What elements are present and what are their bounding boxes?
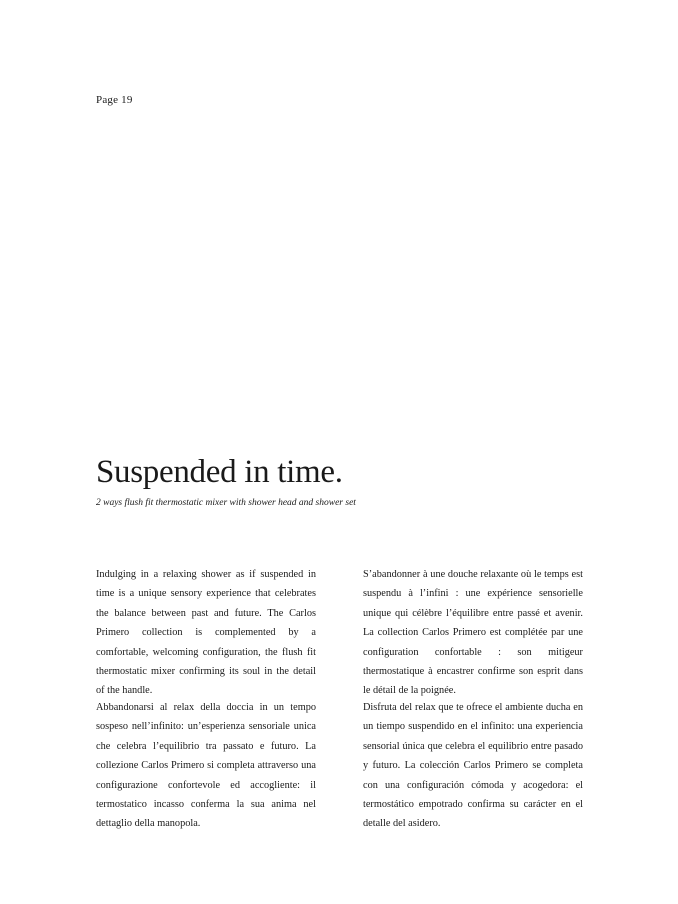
page-number: Page 19 — [96, 94, 133, 106]
page-subtitle: 2 ways flush fit thermostatic mixer with shower head and shower set — [96, 498, 356, 508]
paragraph-english: Indulging in a relaxing shower as if suspended in time is a unique sensory experience that celebrates the balance between past and future. The Carlos Primero collection is complemented by a comfortable, welcoming configuration, the flush fit thermostatic mixer confirming its soul in the detail of the handle. — [96, 569, 316, 697]
paragraph-french: S’abandonner à une douche relaxante où le temps est suspendu à l’infini : une expérience sensorielle unique qui célèbre l’équilibre entre passé et avenir. La collection Carlos Primero est complétée par une configuration confortable : son mitigeur thermostatique à encastrer confirme son esprit dans le détail de la poignée. — [363, 569, 583, 697]
page-title: Suspended in time. — [96, 454, 343, 490]
paragraph-italian: Abbandonarsi al relax della doccia in un tempo sospeso nell’infinito: un’esperienza sensoriale unica che celebra l’equilibrio tra passato e futuro. La collezione Carlos Primero si completa attraverso una configurazione confortevole ed accogliente: il termostatico incasso conferma la sua anima nel dettaglio della manopola. — [96, 702, 316, 830]
paragraph-spanish: Disfruta del relax que te ofrece el ambiente ducha en un tiempo suspendido en el infinito: una experiencia sensorial única que celebra el equilibrio entre pasado y futuro. La colección Carlos Primero se completa con una configuración cómoda y acogedora: el termostático empotrado confirma su carácter en el detalle del asidero. — [363, 702, 583, 830]
